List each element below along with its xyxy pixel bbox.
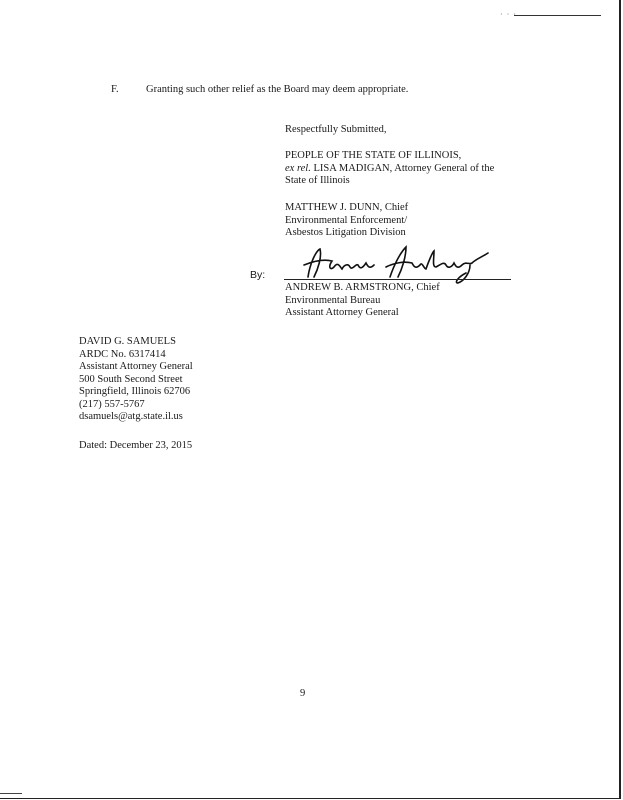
relief-item-letter: F. — [111, 84, 119, 95]
attorney-ardc: ARDC No. 6317414 — [79, 348, 166, 360]
division-block — [285, 202, 408, 240]
attorney-name: DAVID G. SAMUELS — [79, 336, 176, 347]
attorney-contact-block — [79, 336, 193, 424]
signer-block — [285, 282, 440, 320]
scan-artifact-dots: · · · — [500, 10, 517, 19]
division-line-3: Asbestos Litigation Division — [285, 227, 406, 238]
attorney-phone: (217) 557-5767 — [79, 398, 145, 410]
page-number: 9 — [300, 688, 306, 699]
attorney-title: Assistant Attorney General — [79, 361, 193, 372]
closing-salutation — [285, 124, 387, 137]
attorney-email: dsamuels@atg.state.il.us — [79, 411, 183, 422]
ex-rel-label: ex rel. — [285, 162, 311, 174]
dated-line: Dated: December 23, 2015 — [79, 440, 193, 451]
closing-text: Respectfully Submitted, — [285, 124, 387, 135]
party-block — [285, 150, 494, 188]
by-label: By: — [250, 269, 266, 281]
scan-edge-mark — [0, 793, 22, 794]
attorney-street: 500 South Second Street — [79, 373, 183, 385]
signer-name: ANDREW B. ARMSTRONG, Chief — [285, 282, 440, 293]
party-line-2-rest: LISA MADIGAN, Attorney General of the — [310, 162, 495, 174]
signer-title: Assistant Attorney General — [285, 307, 399, 318]
division-chief-name: MATTHEW J. DUNN, Chief — [285, 202, 409, 213]
party-line-3: State of Illinois — [285, 175, 350, 186]
relief-item-text: Granting such other relief as the Board may deem appropriate. — [146, 84, 409, 95]
party-line-2 — [285, 163, 494, 176]
attorney-city: Springfield, Illinois 62706 — [79, 386, 191, 397]
party-line-1: PEOPLE OF THE STATE OF ILLINOIS, — [285, 150, 462, 161]
top-rule — [514, 15, 601, 16]
signature-line — [284, 279, 511, 280]
signer-bureau: Environmental Bureau — [285, 294, 381, 306]
division-line-2: Environmental Enforcement/ — [285, 214, 408, 226]
